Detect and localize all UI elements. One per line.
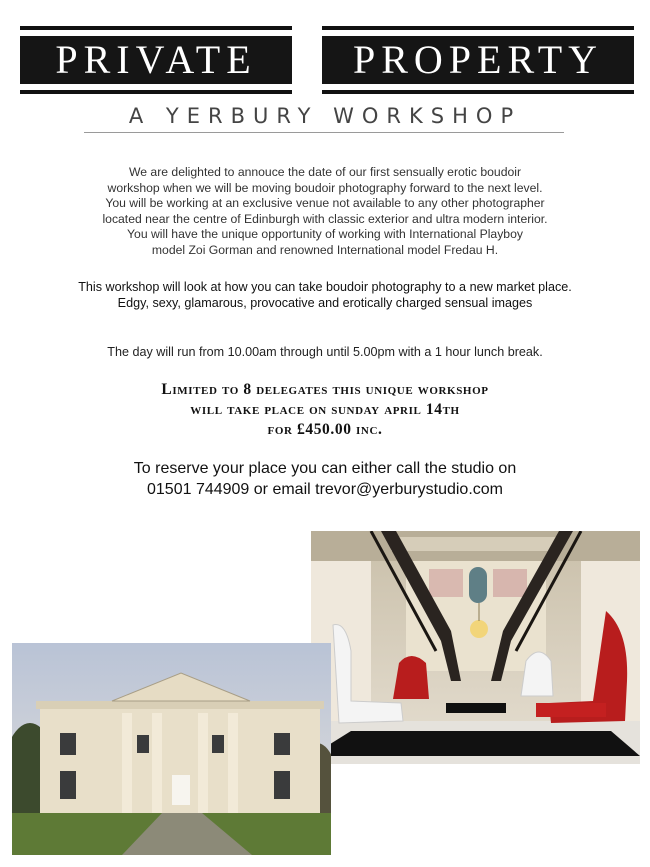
title-word-private: PRIVATE [55, 37, 257, 82]
intro-line: workshop when we will be moving boudoir photography forward to the next level. [107, 180, 543, 195]
offer-line: Limited to 8 delegates this unique workshop [161, 381, 489, 398]
interior-photo [311, 531, 640, 764]
contact-block [0, 458, 650, 500]
offer-line: will take place on sunday april 14th [190, 401, 460, 418]
contact-line: 01501 744909 or email trevor@yerburystudio.com [147, 481, 503, 498]
title-bar-right [322, 26, 634, 94]
intro-line: We are delighted to annouce the date of our first sensually erotic boudoir [128, 165, 522, 179]
workshop-description [0, 280, 650, 311]
intro-line: You will be working at an exclusive venue not available to any other photographer [105, 196, 545, 210]
intro-line: You will have the unique opportunity of working with International Playboy [127, 227, 523, 241]
workshop-subtitle: A YERBURY WORKSHOP [128, 104, 522, 128]
exterior-photo [12, 643, 331, 855]
description-line: Edgy, sexy, glamarous, provocative and erotically charged sensual images [117, 295, 533, 310]
offer-block [0, 380, 650, 440]
title-word-property: PROPERTY [352, 37, 604, 82]
intro-line: located near the centre of Edinburgh with classic exterior and ultra modern interior. [102, 211, 548, 226]
intro-paragraph [0, 165, 650, 258]
title-band-right [322, 36, 634, 84]
title-band-left [20, 36, 292, 84]
interior-illustration [311, 531, 640, 764]
description-line: This workshop will look at how you can take boudoir photography to a new market place. [78, 280, 572, 294]
intro-line: model Zoi Gorman and renowned International model Fredau H. [151, 242, 499, 257]
title-bar-left [20, 26, 292, 94]
subtitle-divider [84, 132, 564, 133]
schedule-line: The day will run from 10.00am through until 5.00pm with a 1 hour lunch break. [107, 345, 543, 359]
offer-line: for £450.00 inc. [267, 421, 383, 438]
exterior-illustration [12, 643, 331, 855]
schedule-text [0, 345, 650, 361]
contact-line: To reserve your place you can either call the studio on [133, 460, 517, 477]
